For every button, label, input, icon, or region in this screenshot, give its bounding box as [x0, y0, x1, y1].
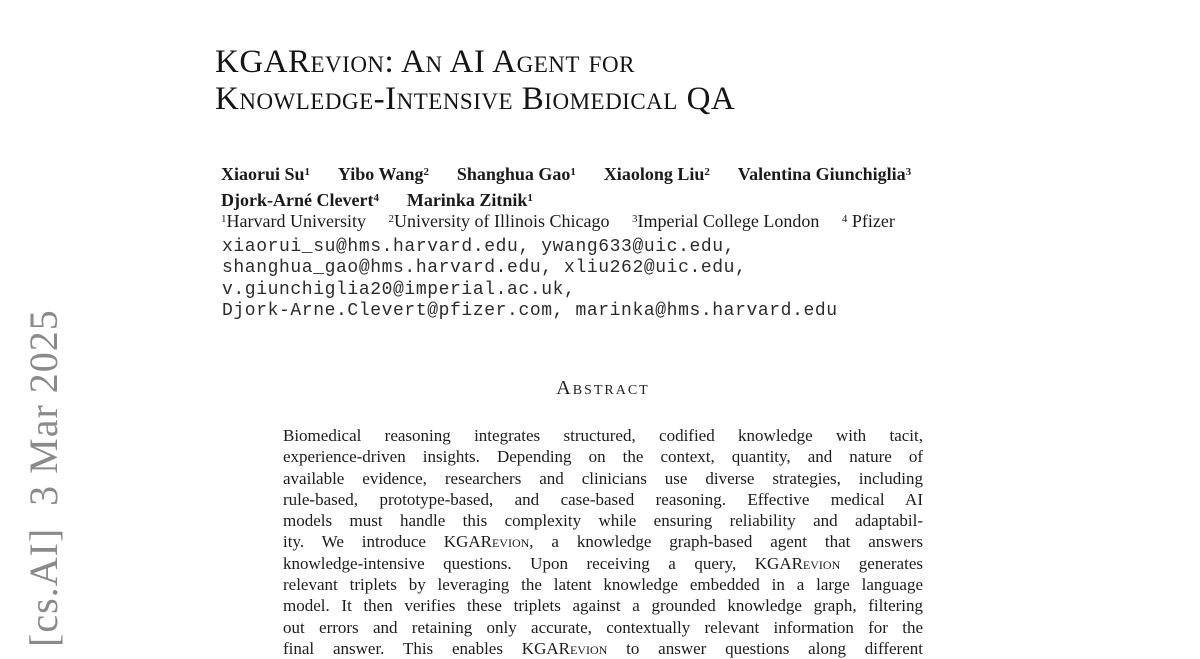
author-affiliation-ref: 3 — [905, 165, 912, 178]
author-name: Xiaolong Liu$^2$ — [603, 164, 710, 184]
abstract-line: Biomedical reasoning integrates structured, codified knowledge with tacit, — [283, 426, 923, 445]
affiliation-number: 4 — [841, 212, 848, 225]
abstract-line: rule-based, prototype-based, and case-based reasoning. Effective medical AI — [283, 489, 923, 509]
affiliation-item: $^2$University of Illinois Chicago — [388, 211, 610, 231]
abstract-line: relevant triplets by leveraging the latent knowledge embedded in a large language — [283, 575, 923, 595]
smallcaps-term: KGARevion — [521, 638, 608, 658]
author-affiliation-ref: 1 — [570, 165, 576, 178]
author-affiliation-ref: 1 — [527, 191, 533, 204]
email-line: v.giunchiglia20@imperial.ac.uk, — [222, 279, 576, 300]
paper-title — [215, 44, 735, 118]
abstract-line: ity. We introduce KGARevion, a knowledge graph-based agent that answers — [283, 532, 923, 552]
affiliation-item: $^4$ Pfizer — [841, 211, 895, 231]
author-name: Yibo Wang$^2$ — [337, 164, 429, 184]
affiliations — [221, 210, 895, 232]
author-emails — [222, 237, 838, 322]
abstract-line-clipped: final answer. This enables KGARevion to answer questions along different — [283, 638, 923, 658]
author-name: Xiaorui Su$^1$ — [221, 164, 311, 184]
author-name: Shanghua Gao$^1$ — [456, 164, 576, 184]
affiliation-number: 3 — [631, 212, 638, 225]
author-affiliation-ref: 4 — [373, 191, 379, 204]
affiliation-item: $^3$Imperial College London — [631, 211, 820, 231]
abstract-line: out errors and retaining only accurate, contextually relevant information for the — [283, 617, 923, 637]
affiliation-number: 1 — [221, 212, 227, 225]
abstract-line: experience-driven insights. Depending on the context, quantity, and nature of — [283, 447, 923, 467]
author-affiliation-ref: 1 — [304, 165, 311, 178]
author-row — [221, 161, 911, 187]
smallcaps-term: KGARevion — [754, 553, 841, 573]
affiliation-number: 2 — [388, 212, 394, 225]
author-name: Marinka Zitnik$^1$ — [406, 190, 533, 210]
abstract-line: knowledge-intensive questions. Upon receiving a query, KGARevion generates — [283, 553, 923, 573]
author-name: Valentina Giunchiglia$^3$ — [737, 164, 912, 184]
paper-title-line-1: KGARevion: An AI Agent for — [215, 44, 635, 80]
author-name: Djork-Arné Clevert$^4$ — [221, 190, 379, 210]
affiliation-item: $^1$Harvard University — [221, 211, 366, 231]
author-affiliation-ref: 2 — [704, 165, 710, 178]
abstract-line: available evidence, researchers and clinicians use diverse strategies, including — [283, 468, 923, 488]
abstract-line: models must handle this complexity while ensuring reliability and adaptabil- — [283, 511, 923, 531]
email-line: Djork-Arne.Clevert@pfizer.com, marinka@hms.harvard.edu — [222, 300, 838, 321]
arxiv-category-stamp: [cs.AI] 3 Mar 2025 — [21, 309, 66, 647]
email-line: xiaorui_su@hms.harvard.edu, ywang633@uic.edu, — [222, 237, 736, 257]
smallcaps-term: KGARevion — [443, 532, 530, 552]
author-list — [221, 161, 911, 213]
abstract-line: model. It then verifies these triplets against a grounded knowledge graph, filtering — [283, 596, 923, 616]
abstract-heading: Abstract — [556, 377, 650, 399]
paper-title-line-2: Knowledge-Intensive Biomedical QA — [215, 81, 736, 117]
email-line: shanghua_gao@hms.harvard.edu, xliu262@uic.edu, — [222, 258, 747, 279]
abstract-text — [283, 425, 923, 659]
author-affiliation-ref: 2 — [423, 165, 429, 178]
